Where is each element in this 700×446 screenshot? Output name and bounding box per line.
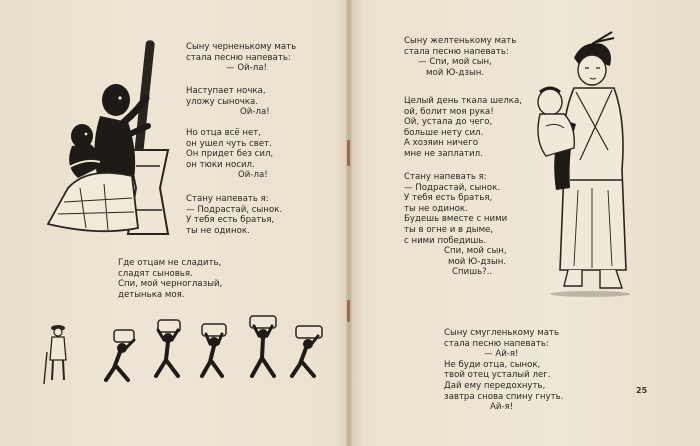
porter-figure xyxy=(292,326,322,376)
verse-line: Будешь вместе с ними xyxy=(404,214,508,225)
verse-line: ты не одинок. xyxy=(186,225,250,236)
verse-line: больше нету сил. xyxy=(404,127,484,138)
verse-line: он тюки носил. xyxy=(186,159,255,170)
stanza xyxy=(404,36,516,78)
verse-line: А хозяин ничего xyxy=(404,138,478,149)
porter-figure xyxy=(106,330,134,380)
verse-line: Спи, мой сын, xyxy=(444,246,507,257)
mother-with-pestle-illustration xyxy=(28,38,188,238)
verse-line: Сыну черненькому мать xyxy=(186,42,297,52)
verse-line: с ними победишь. xyxy=(404,235,487,246)
stanza xyxy=(404,96,522,160)
verse-line: мне не заплатил. xyxy=(404,148,483,159)
porters-procession-illustration xyxy=(42,318,332,388)
verse-line: Где отцам не сладить, xyxy=(118,258,222,268)
mother-with-baby-illustration xyxy=(530,30,654,302)
verse-line: Наступает ночка, xyxy=(186,86,266,96)
overseer-figure xyxy=(44,325,66,384)
verse-line: стала песню напевать: xyxy=(444,338,549,349)
verse-line: стала песню напевать: xyxy=(404,46,509,57)
verse-line: он ушел чуть свет. xyxy=(186,138,272,149)
verse-line: — Спи, мой сын, xyxy=(418,57,492,68)
stanza xyxy=(186,42,296,74)
verse-line: Но отца всё нет, xyxy=(186,128,262,138)
verse-line: Сыну смугленькому мать xyxy=(444,328,560,338)
porter-figure xyxy=(156,320,180,376)
verse-line: твой отец усталый лег. xyxy=(444,370,551,381)
verse-line: Сыну желтенькому мать xyxy=(404,36,517,46)
verse-line: Стану напевать я: xyxy=(404,172,487,182)
stanza xyxy=(186,194,282,236)
right-page xyxy=(352,0,700,446)
stanza xyxy=(404,172,507,278)
verse-line: ты в огне и в дыме, xyxy=(404,224,494,235)
verse-line: — Подрастай, сынок. xyxy=(404,182,501,193)
verse-line: Ой, устала до чего, xyxy=(404,117,493,128)
verse-line: — Ай-я! xyxy=(484,349,519,360)
porter-figure xyxy=(202,324,226,376)
verse-line: Спишь?.. xyxy=(452,267,493,278)
page-number: 25 xyxy=(636,386,648,395)
left-page xyxy=(0,0,348,446)
stanza xyxy=(118,258,222,300)
verse-line: мой Ю-дзын. xyxy=(448,256,507,267)
verse-line: Дай ему передохнуть, xyxy=(444,380,546,391)
verse-line: сладят сыновья. xyxy=(118,268,193,279)
verse-line: У тебя есть братья, xyxy=(186,215,275,226)
verse-line: завтра снова спину гнуть. xyxy=(444,391,564,402)
verse-line: стала песню напевать: xyxy=(186,52,291,63)
verse-line: Ой-ла! xyxy=(238,170,268,181)
verse-line: Стану напевать я: xyxy=(186,194,269,204)
verse-line: Ай-я! xyxy=(490,402,514,413)
verse-line: мой Ю-дзын. xyxy=(426,67,485,78)
stanza xyxy=(186,86,270,118)
stanza xyxy=(444,328,563,413)
verse-line: — Ой-ла! xyxy=(226,63,267,74)
verse-line: — Подрастай, сынок. xyxy=(186,204,283,215)
verse-line: ой, болит моя рука! xyxy=(404,106,494,117)
verse-line: Он придет без сил, xyxy=(186,149,274,160)
verse-line: уложу сыночка. xyxy=(186,96,259,107)
verse-line: Ой-ла! xyxy=(240,107,270,118)
verse-line: детынька моя. xyxy=(118,289,185,300)
verse-line: Спи, мой черноглазый, xyxy=(118,279,223,290)
verse-line: Не буди отца, сынок, xyxy=(444,359,541,370)
verse-line: Целый день ткала шелка, xyxy=(404,96,522,106)
stanza xyxy=(186,128,273,181)
verse-line: У тебя есть братья, xyxy=(404,193,493,204)
porter-figure xyxy=(250,316,276,376)
verse-line: ты не одинок. xyxy=(404,203,468,214)
